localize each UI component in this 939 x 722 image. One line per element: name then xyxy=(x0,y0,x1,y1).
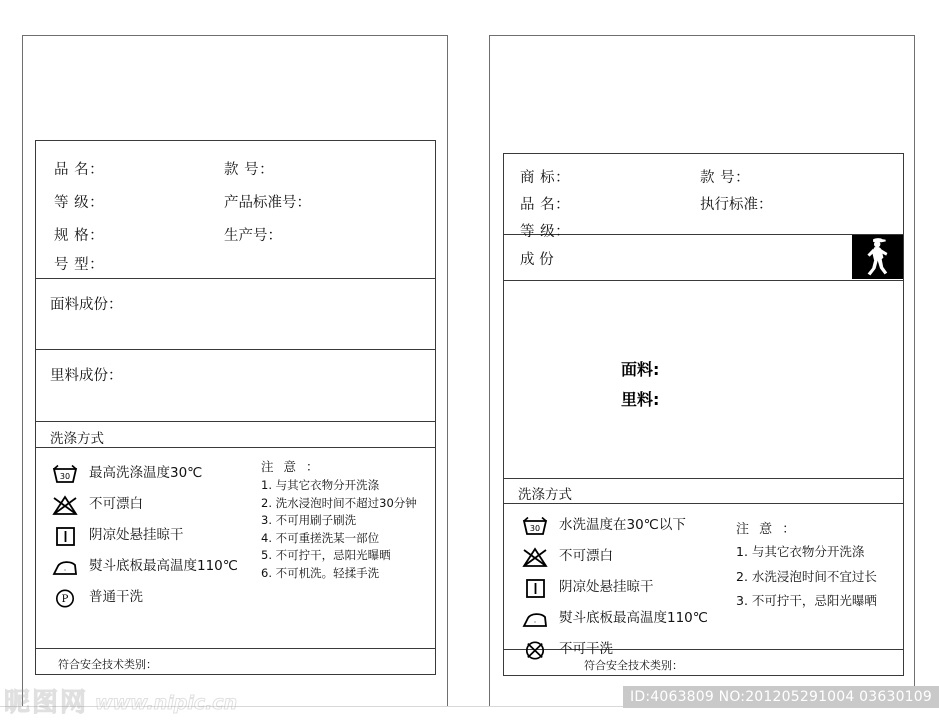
field-brand-label: 商 标： xyxy=(520,170,571,186)
right-note-3: 3. 不可拧干，忌阳光曝晒 xyxy=(736,593,877,608)
right-footer-row xyxy=(504,650,903,677)
svg-text:·: · xyxy=(533,617,537,627)
care-item-iron-110 xyxy=(50,553,238,581)
right-header-row xyxy=(504,154,903,240)
right-note-1: 1. 与其它衣物分开洗涤 xyxy=(736,544,865,559)
right-label-card xyxy=(489,35,915,707)
left-notes-block xyxy=(261,457,417,585)
right-care-row xyxy=(504,504,903,658)
care-item-wash-temp xyxy=(520,512,708,540)
svg-text:·: · xyxy=(63,565,67,575)
drip-dry-in-shade-icon xyxy=(520,577,550,599)
care-item-iron-110 xyxy=(520,605,708,633)
care-item-no-bleach xyxy=(50,491,238,519)
left-care-row xyxy=(36,448,435,649)
care-item-drip-dry-shade xyxy=(50,522,238,550)
care-text-no-bleach: 不可漂白 xyxy=(89,496,143,513)
svg-text:30: 30 xyxy=(59,471,71,481)
right-care-symbol-list xyxy=(520,512,708,667)
left-note-6: 6. 不可机洗。轻揉手洗 xyxy=(261,565,380,580)
right-label-table xyxy=(503,153,904,676)
field-pinming-label: 品 名： xyxy=(54,162,105,178)
right-wash-method-title: 洗涤方式 xyxy=(518,487,572,503)
wash-tub-30-icon xyxy=(520,515,550,537)
field-production-no-label: 生产号： xyxy=(224,228,282,244)
left-note-2: 2. 洗水浸泡时间不超过30分钟 xyxy=(261,495,417,510)
left-note-4: 4. 不可重搓洗某一部位 xyxy=(261,530,380,545)
left-footer-row xyxy=(36,649,435,676)
drip-dry-in-shade-icon xyxy=(50,525,80,547)
field-kuanhao-label: 款 号： xyxy=(224,162,275,178)
do-not-bleach-icon xyxy=(520,546,550,568)
field-dengji-label: 等 级： xyxy=(54,195,105,211)
wash-tub-30-icon xyxy=(50,463,80,485)
left-header-row xyxy=(36,141,435,279)
right-note-2: 2. 水洗浸泡时间不宜过长 xyxy=(736,568,877,584)
dry-clean-p-icon xyxy=(50,587,80,609)
care-text-drip-dry-shade: 阴凉处悬挂晾干 xyxy=(559,579,654,596)
left-care-symbol-list xyxy=(50,460,238,615)
image-id-watermark: ID:4063809 NO:201205291004 03630109 xyxy=(623,686,939,708)
svg-text:30: 30 xyxy=(529,523,541,533)
care-text-iron-110: 熨斗底板最高温度110℃ xyxy=(89,558,238,575)
left-label-table xyxy=(35,140,436,675)
field-grade-label: 等 级： xyxy=(520,224,571,240)
left-shell-composition-row xyxy=(36,279,435,350)
care-text-drip-dry-shade: 阴凉处悬挂晾干 xyxy=(89,527,184,544)
right-notes-title: 注 意 ： xyxy=(736,522,799,537)
care-text-wash-temp: 最高洗涤温度30℃ xyxy=(89,465,203,482)
right-composition-row xyxy=(504,235,903,281)
composition-label: 成 份 xyxy=(520,252,554,268)
do-not-bleach-icon xyxy=(50,494,80,516)
right-safety-category-label: 符合安全技术类别： xyxy=(584,659,683,672)
right-composition-detail-row xyxy=(504,281,903,479)
iron-110-icon xyxy=(520,608,550,630)
care-text-wash-temp: 水洗温度在30℃以下 xyxy=(559,517,686,534)
left-label-card xyxy=(22,35,448,707)
care-item-drip-dry-shade xyxy=(520,574,708,602)
lining-composition-label: 里料成份： xyxy=(50,368,123,384)
left-lining-composition-row xyxy=(36,350,435,422)
care-item-no-bleach xyxy=(520,543,708,571)
lining-fabric-label: 里料: xyxy=(621,390,660,409)
walking-figure-logo-icon xyxy=(852,235,903,279)
site-watermark-name: 昵图网 xyxy=(4,688,89,718)
shell-fabric-label: 面料: xyxy=(621,360,660,379)
left-note-5: 5. 不可拧干，忌阳光曝晒 xyxy=(261,548,391,562)
shell-composition-label: 面料成份： xyxy=(50,297,123,313)
left-note-1: 1. 与其它衣物分开洗涤 xyxy=(261,478,380,492)
field-product-standard-label: 产品标准号： xyxy=(224,195,311,211)
care-text-dry-clean: 普通干洗 xyxy=(89,589,143,606)
care-text-iron-110: 熨斗底板最高温度110℃ xyxy=(559,610,708,627)
field-style-no-label: 款 号： xyxy=(700,170,751,186)
field-exec-standard-label: 执行标准： xyxy=(700,197,773,213)
left-note-3: 3. 不可用刷子刷洗 xyxy=(261,513,357,527)
care-text-no-bleach: 不可漂白 xyxy=(559,548,613,565)
svg-text:P: P xyxy=(61,593,69,605)
care-item-dry-clean xyxy=(50,584,238,612)
iron-110-icon xyxy=(50,556,80,578)
field-haoxing-label: 号 型： xyxy=(54,257,105,273)
field-product-name-label: 品 名： xyxy=(520,197,571,213)
left-notes-title: 注 意 ： xyxy=(261,459,322,474)
left-safety-category-label: 符合安全技术类别： xyxy=(58,658,157,671)
right-wash-title-row xyxy=(504,479,903,504)
care-item-wash-temp xyxy=(50,460,238,488)
care-text-no-dry-clean: 不可干洗 xyxy=(559,641,613,658)
left-wash-title-row xyxy=(36,422,435,448)
site-watermark-url: www.nipic.cn xyxy=(95,691,238,714)
field-guige-label: 规 格： xyxy=(54,228,105,244)
left-wash-method-title: 洗涤方式 xyxy=(50,431,104,447)
right-notes-block xyxy=(736,518,877,620)
